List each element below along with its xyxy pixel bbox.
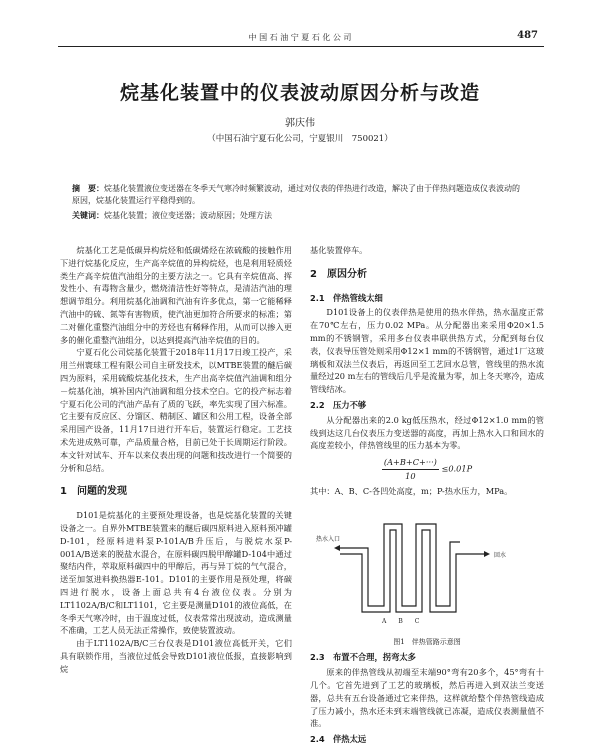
section-1-heading: 1 问题的发现 (60, 486, 127, 498)
subsection-2-3-heading: 2.3 布置不合理，拐弯太多 (310, 652, 416, 663)
pressure-formula (310, 456, 544, 483)
affiliation: （中国石油宁夏石化公司，宁夏银川 750021） (207, 134, 393, 144)
formula-denominator: 10 (405, 470, 416, 481)
section-2-heading: 2 原因分析 (310, 268, 367, 280)
abstract-text: 烷基化装置液位变送器在冬季天气寒冷时频繁波动，通过对仪表的伴热进行改造，解决了由于伴热问题造成仪表波动的原因，烷基化装置运行平稳得到的。 (72, 184, 520, 205)
page-number: 487 (517, 30, 538, 41)
keywords-label: 关键词： (72, 210, 104, 220)
abstract-label: 摘 要： (72, 183, 104, 193)
intro-paragraph-1: 烷基化工艺是低碳异构烷烃和低碳烯烃在浓硫酸的接触作用下进行烷基化反应，生产高辛烷值的异构烷烃，也是利用轻质烃类生产高辛烷值汽油组分的主要方法之一。它具有辛烷值高、挥发性小、有毒物含量少，燃烧清洁性好等特点，是清洁汽油的理想调节组分。利用烷基化油调和汽油有许多优点，第一它能稀释汽油中的硫、氮等有害物质，使汽油更加符合所要求的标准；第二对催化重整汽油组分中的芳烃也有稀释作用，从而可以掺入更多的催化重整汽油组分，以达到提高汽油辛烷值的目的。 (60, 245, 292, 345)
continuation-text: 基化装置停车。 (310, 245, 368, 255)
figure-inlet-label: 热水入口 (316, 535, 341, 543)
figure-1 (310, 502, 544, 634)
header-rule (58, 46, 544, 47)
figure-point-labels: A B C (382, 617, 420, 625)
formula-numerator: (A+B+C+···) (382, 456, 439, 470)
subsection-2-3-text: 原来的伴热管线从初端至末端90°弯有20多个，45°弯有十几个。它首先进到了工艺的玻璃板，然后再进入到双法兰变送器，总共有五台设备通过它来伴热，这样就给整个伴热管线造成了压力减小，热水还未到末端管线就已冻凝，造成仪表测量值不准。 (310, 667, 544, 729)
formula-rhs: ≤0.01P (441, 463, 473, 474)
subsection-2-1-heading: 2.1 伴热管线太细 (310, 292, 383, 303)
subsection-2-2-heading: 2.2 压力不够 (310, 399, 367, 410)
figure-outlet-label: 回水 (494, 551, 507, 559)
subsection-2-4-heading: 2.4 伴热太远 (310, 734, 367, 745)
paper-title: 烷基化装置中的仪表波动原因分析与改造 (119, 82, 480, 104)
right-column (310, 244, 544, 748)
keywords (72, 210, 524, 221)
section-1-paragraph-1: D101是烷基化的主要预处理设备，也是烷基化装置的关键设备之一。自界外MTBE装置来的醚后碳四原料进入原料预冲罐D-101，经原料进料泵P-101A/B升压后，与脱烷水泵P-001A/B送来的脱盐水混合，在原料碳四脱甲醇罐D-104中通过聚结内件，萃取原料碳四中的甲醇后，再与异丁烷的气气混合，送至加氢进料换热器E-101。D101的主要作用是预处理，将碳四进行脱水，设备上面总共有4台液位仪表。分别为LT1102A/B/C和LT1101，它主要是测量D101的液位高低，在冬季天气寒冷时，由于温度过低，仪表常常出现波动，造成测量不准确，工艺人员无法正常操作，致使装置波动。 (60, 510, 292, 636)
abstract (72, 182, 524, 207)
formula-definitions: 其中：A、B、C-各凹处高度，m；P-热水压力，MPa。 (310, 485, 513, 496)
tracing-pipe-diagram (310, 502, 544, 624)
outlet-arrow-icon (484, 551, 490, 557)
subsection-2-2-text: 从分配器出来的2.0 kg低压热水，经过Φ12×1.0 mm的管线到达这几台仪表压力变送器的高度，再加上热水入口和回水的高度差较小，伴热管线里的压力基本为零。 (310, 414, 544, 451)
intro-paragraph-2: 宁夏石化公司烷基化装置于2018年11月17日竣工投产，采用兰州寰球工程有限公司自主研发技术，以MTBE装置的醚后碳四为原料，采用硫酸烷基化技术，生产出高辛烷值汽油调和组分－烷基化油，填补国内汽油调和组分技术空白。它的投产标志着宁夏石化公司的汽油产品有了质的飞跃，率先实现了国六标准。它主要有反应区、分馏区、精制区、罐区和公用工程，设备全部采用国产设备，11月17日进行开车后，装置运行稳定。工艺技术先进成熟可靠，产品质量合格，目前已处于长周期运行阶段。本文针对试车、开车以来仪表出现的问题和技改进行一个简要的分析和总结。 (60, 347, 292, 473)
running-header: 中 国 石 油 宁 夏 石 化 公 司 (248, 33, 352, 42)
figure-caption: 图1 伴热管路示意图 (393, 637, 461, 646)
keywords-text: 烷基化装置；液位变送器；波动原因；处理方法 (104, 211, 272, 220)
section-1-paragraph-2: 由于LT1102A/B/C三台仪表是D101液位高低开关，它们具有联锁作用，当液位过低会导致D101液位低报，直接影响到烷 (60, 638, 292, 674)
author: 郭庆伟 (285, 118, 315, 129)
subsection-2-1-text: D101设备上的仪表伴热是使用的热水伴热，热水温度正常在70℃左右，压力0.02 MPa。从分配器出来采用Φ20×1.5 mm的不锈钢管，采用多台仪表串联供热方式，分配到每台仪表，仪表导压管处则采用Φ12×1 mm的不锈钢管，通过1厂这玻璃板和双法兰仪表后，再返回至工艺回水总管，管线里的热水流量经过20 m左右的管线后几乎是流量为零，加上冬天寒冷，造成管线结冰。 (310, 307, 544, 395)
left-column (60, 244, 292, 676)
